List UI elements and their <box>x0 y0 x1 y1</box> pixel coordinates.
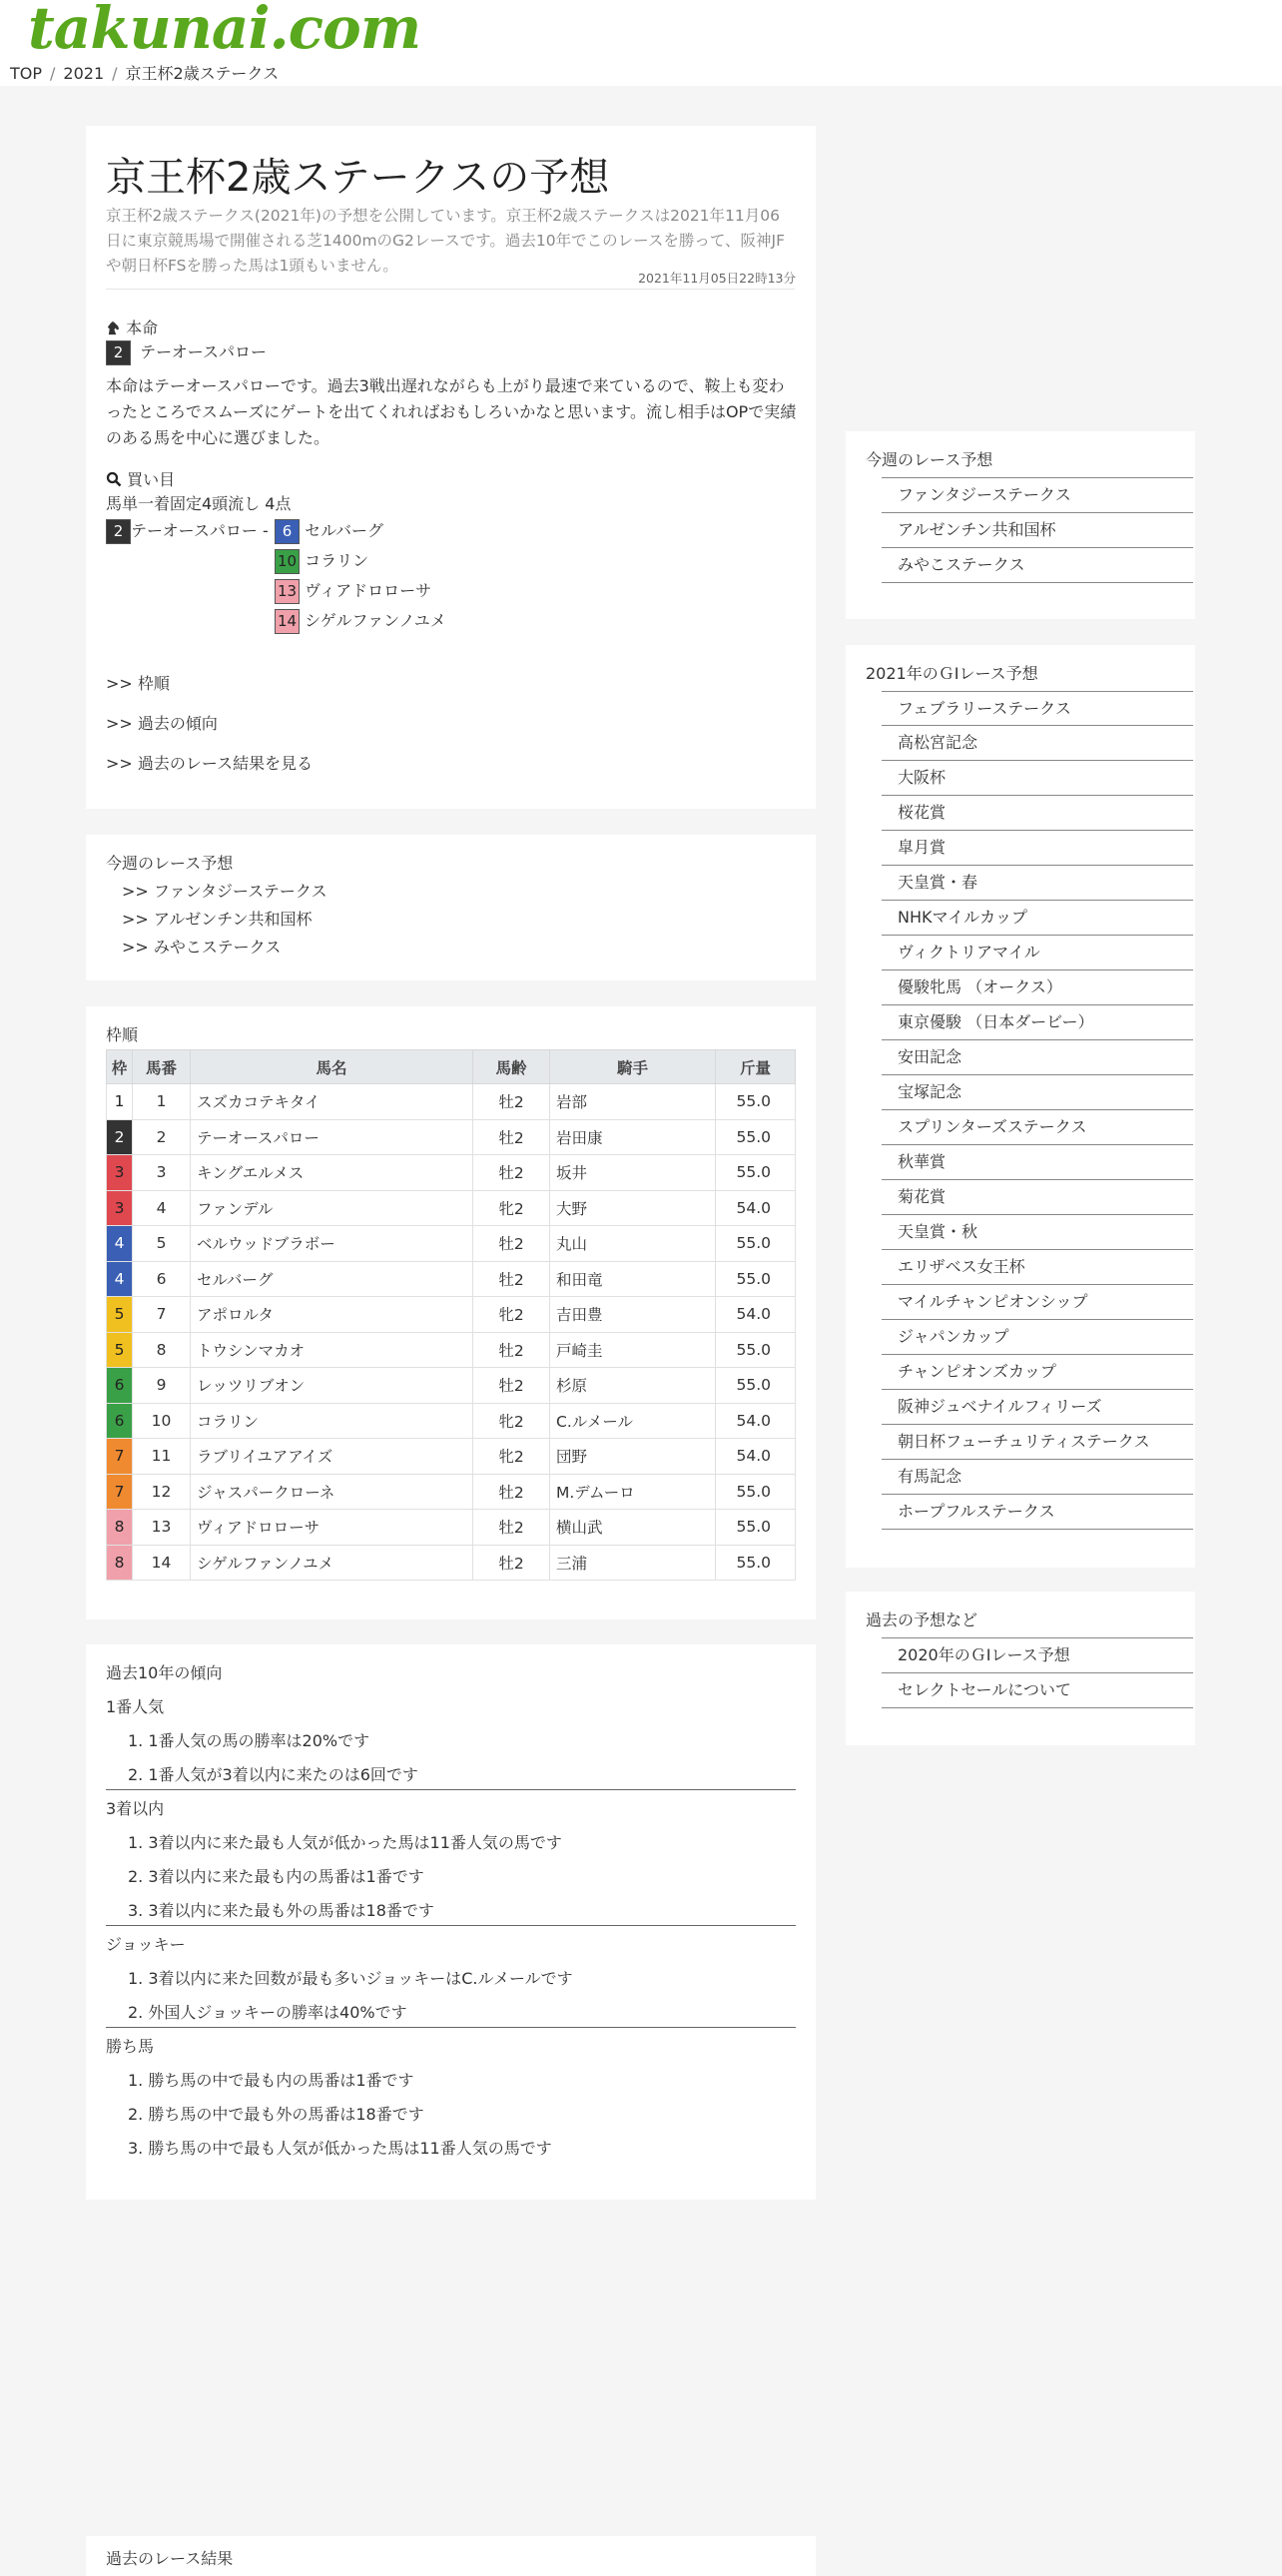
trend-item: 2. 1番人気が3着以内に来たのは6回です <box>128 1765 418 1784</box>
jockey-cell: 杉原 <box>550 1368 716 1404</box>
table-row <box>107 1474 796 1510</box>
number-cell: 8 <box>133 1332 191 1368</box>
bet-main-horse <box>106 518 269 544</box>
honmei-heading <box>106 316 158 338</box>
sidebar-item[interactable]: 天皇賞・春 <box>882 866 1193 901</box>
horse-name-cell: ヴィアドロローサ <box>191 1510 473 1546</box>
number-cell: 10 <box>133 1403 191 1439</box>
horse-name-cell: ラブリイユアアイズ <box>191 1439 473 1475</box>
sidebar-item[interactable]: 秋華賞 <box>882 1145 1193 1180</box>
trend-item: 1. 3着以内に来た最も人気が低かった馬は11番人気の馬です <box>128 1833 562 1852</box>
horse-name-cell: レッツリブオン <box>191 1368 473 1404</box>
week-races-title: 今週のレース予想 <box>106 854 234 873</box>
sidebar-item[interactable]: 安田記念 <box>882 1040 1193 1075</box>
weight-cell: 55.0 <box>716 1119 796 1155</box>
waku-table <box>106 1049 796 1581</box>
divider <box>106 1925 796 1926</box>
trend-item: 3. 3着以内に来た最も外の馬番は18番です <box>128 1901 434 1920</box>
frame-cell: 7 <box>107 1474 133 1510</box>
col-header-frame: 枠 <box>107 1050 133 1084</box>
frame-cell: 8 <box>107 1545 133 1581</box>
horse-number-badge: 13 <box>275 579 300 604</box>
col-header-horse: 馬名 <box>191 1050 473 1084</box>
bet-partner <box>275 548 368 574</box>
weight-cell: 54.0 <box>716 1403 796 1439</box>
number-cell: 6 <box>133 1261 191 1297</box>
frame-cell: 1 <box>107 1084 133 1120</box>
jockey-cell: 戸崎圭 <box>550 1332 716 1368</box>
jockey-cell: 坂井 <box>550 1155 716 1191</box>
site-header <box>0 0 1282 62</box>
jockey-cell: 三浦 <box>550 1545 716 1581</box>
site-logo[interactable]: takunai.com <box>28 0 421 62</box>
sidebar-week-title: 今週のレース予想 <box>866 450 993 469</box>
age-cell: 牝2 <box>473 1297 550 1333</box>
weight-cell: 55.0 <box>716 1510 796 1546</box>
breadcrumb-top[interactable]: TOP <box>10 64 43 83</box>
table-row <box>107 1084 796 1120</box>
jockey-cell: 横山武 <box>550 1510 716 1546</box>
honmei-label: 本命 <box>126 319 159 337</box>
weight-cell: 55.0 <box>716 1155 796 1191</box>
divider <box>106 289 795 290</box>
sidebar-week-races <box>846 431 1195 619</box>
table-row <box>107 1403 796 1439</box>
bet-partner <box>275 608 446 634</box>
frame-cell: 3 <box>107 1155 133 1191</box>
horse-number-badge: 14 <box>275 609 300 634</box>
sidebar-item[interactable]: ホープフルステークス <box>882 1495 1193 1530</box>
number-cell: 9 <box>133 1368 191 1404</box>
trend-category: 1番人気 <box>106 1697 165 1716</box>
horse-name-cell: ベルウッドブラボー <box>191 1226 473 1262</box>
trend-item: 2. 3着以内に来た最も内の馬番は1番です <box>128 1867 424 1886</box>
horse-number-badge: 10 <box>275 549 300 574</box>
week-race-link[interactable]: >> みやこステークス <box>122 938 282 957</box>
age-cell: 牡2 <box>473 1545 550 1581</box>
number-cell: 12 <box>133 1474 191 1510</box>
buy-heading <box>106 467 175 490</box>
jockey-cell: 吉田豊 <box>550 1297 716 1333</box>
waku-table-body <box>107 1084 796 1581</box>
weight-cell: 55.0 <box>716 1474 796 1510</box>
number-cell: 11 <box>133 1439 191 1475</box>
prediction-panel <box>86 126 816 809</box>
breadcrumb-year[interactable]: 2021 <box>63 64 105 83</box>
week-race-link[interactable]: >> ファンタジーステークス <box>122 882 327 901</box>
bet-partner-name: ヴィアドロローサ <box>305 581 432 600</box>
sidebar-item[interactable]: 菊花賞 <box>882 1180 1193 1215</box>
sidebar-item[interactable]: フェブラリーステークス <box>882 691 1193 726</box>
horse-name-cell: テーオースパロー <box>191 1119 473 1155</box>
age-cell: 牡2 <box>473 1474 550 1510</box>
frame-cell: 2 <box>107 1119 133 1155</box>
past-results-title: 過去のレース結果 <box>106 2549 234 2568</box>
number-cell: 1 <box>133 1084 191 1120</box>
post-date: 2021年11月05日22時13分 <box>638 271 796 286</box>
horse-name-cell: キングエルメス <box>191 1155 473 1191</box>
jockey-cell: C.ルメール <box>550 1403 716 1439</box>
trend-item: 1. 勝ち馬の中で最も内の馬番は1番です <box>128 2071 414 2090</box>
sidebar-g1-races <box>846 645 1195 1568</box>
link-past-results[interactable]: >> 過去のレース結果を見る <box>106 754 314 773</box>
age-cell: 牡2 <box>473 1226 550 1262</box>
weight-cell: 54.0 <box>716 1439 796 1475</box>
bet-dash: - <box>262 521 269 540</box>
table-row <box>107 1155 796 1191</box>
sidebar-item[interactable]: スプリンターズステークス <box>882 1110 1193 1145</box>
col-header-age: 馬齢 <box>473 1050 550 1084</box>
honmei-comment: 本命はテーオースパローです。過去3戦出遅れながらも上がり最速で来ているので、鞍上も変わったところでスムーズにゲートを出てくれればおもしろいかなと思います。流し相手はOPで実績のある馬を中心に選びました。 <box>106 376 797 447</box>
horse-name-cell: シゲルファンノユメ <box>191 1545 473 1581</box>
search-icon <box>106 471 122 487</box>
horse-name-cell: ジャスパークローネ <box>191 1474 473 1510</box>
table-row <box>107 1332 796 1368</box>
frame-cell: 7 <box>107 1439 133 1475</box>
week-races-panel <box>86 835 816 980</box>
frame-cell: 5 <box>107 1297 133 1333</box>
sidebar-item[interactable]: ファンタジーステークス <box>882 477 1193 513</box>
jockey-cell: 岩部 <box>550 1084 716 1120</box>
table-header-row <box>107 1050 796 1084</box>
number-cell: 13 <box>133 1510 191 1546</box>
sidebar-past <box>846 1592 1195 1745</box>
sidebar-item[interactable]: 有馬記念 <box>882 1460 1193 1495</box>
frame-cell: 4 <box>107 1261 133 1297</box>
horse-name-cell: コラリン <box>191 1403 473 1439</box>
col-header-jockey: 騎手 <box>550 1050 716 1084</box>
col-header-number: 馬番 <box>133 1050 191 1084</box>
frame-cell: 4 <box>107 1226 133 1262</box>
age-cell: 牡2 <box>473 1510 550 1546</box>
sidebar-item[interactable]: 東京優駿 （日本ダービー） <box>882 1005 1193 1040</box>
jockey-cell: 大野 <box>550 1190 716 1226</box>
horse-name-cell: トウシンマカオ <box>191 1332 473 1368</box>
number-cell: 2 <box>133 1119 191 1155</box>
sidebar-item[interactable]: エリザベス女王杯 <box>882 1250 1193 1285</box>
number-cell: 7 <box>133 1297 191 1333</box>
horse-number-badge: 2 <box>106 340 131 365</box>
sidebar-item[interactable]: セレクトセールについて <box>882 1673 1193 1708</box>
trend-item: 1. 1番人気の馬の勝率は20%です <box>128 1731 370 1750</box>
buy-label: 買い目 <box>127 470 176 489</box>
table-row <box>107 1119 796 1155</box>
link-waku[interactable]: >> 枠順 <box>106 674 170 693</box>
breadcrumb: TOP / 2021 / 京王杯2歳ステークス <box>0 62 1282 86</box>
age-cell: 牡2 <box>473 1119 550 1155</box>
sidebar-item[interactable]: マイルチャンピオンシップ <box>882 1285 1193 1320</box>
waku-title: 枠順 <box>106 1025 139 1044</box>
jockey-cell: 丸山 <box>550 1226 716 1262</box>
bet-partner-name: セルバーグ <box>305 521 383 540</box>
sidebar-item[interactable]: 桜花賞 <box>882 796 1193 831</box>
jockey-cell: 岩田康 <box>550 1119 716 1155</box>
sidebar-item[interactable]: 朝日杯フューチュリティステークス <box>882 1425 1193 1460</box>
col-header-weight: 斤量 <box>716 1050 796 1084</box>
divider <box>106 1789 796 1790</box>
sidebar-past-title: 過去の予想など <box>866 1610 978 1629</box>
jockey-cell: 和田竜 <box>550 1261 716 1297</box>
jockey-cell: 団野 <box>550 1439 716 1475</box>
trend-category: 勝ち馬 <box>106 2037 155 2056</box>
frame-cell: 5 <box>107 1332 133 1368</box>
table-row <box>107 1261 796 1297</box>
page-title: 京王杯2歳ステークスの予想 <box>106 155 610 201</box>
weight-cell: 55.0 <box>716 1084 796 1120</box>
horse-number-badge: 2 <box>106 519 131 544</box>
bet-partner <box>275 518 383 544</box>
age-cell: 牝2 <box>473 1403 550 1439</box>
horse-name-cell: アポロルタ <box>191 1297 473 1333</box>
horse-name-cell: スズカコテキタイ <box>191 1084 473 1120</box>
waku-panel <box>86 1006 816 1619</box>
bet-main-horse-name: テーオースパロー <box>131 521 258 540</box>
age-cell: 牝2 <box>473 1190 550 1226</box>
table-row <box>107 1545 796 1581</box>
sidebar-item[interactable]: 天皇賞・秋 <box>882 1215 1193 1250</box>
weight-cell: 55.0 <box>716 1545 796 1581</box>
trend-item: 2. 勝ち馬の中で最も外の馬番は18番です <box>128 2105 424 2124</box>
number-cell: 4 <box>133 1190 191 1226</box>
sidebar-g1-title: 2021年のＧⅠレース予想 <box>866 664 1038 683</box>
sidebar-item[interactable]: 高松宮記念 <box>882 726 1193 761</box>
bet-partner <box>275 578 431 604</box>
sidebar-item[interactable]: 宝塚記念 <box>882 1075 1193 1110</box>
bet-type: 馬単一着固定4頭流し 4点 <box>106 494 292 513</box>
sidebar-item[interactable]: 皐月賞 <box>882 831 1193 866</box>
horse-number-badge: 6 <box>275 519 300 544</box>
sidebar-item[interactable]: みやこステークス <box>882 548 1193 583</box>
age-cell: 牡2 <box>473 1368 550 1404</box>
sidebar-item[interactable]: ジャパンカップ <box>882 1320 1193 1355</box>
age-cell: 牡2 <box>473 1084 550 1120</box>
weight-cell: 55.0 <box>716 1332 796 1368</box>
sidebar-item[interactable]: アルゼンチン共和国杯 <box>882 513 1193 548</box>
frame-cell: 6 <box>107 1368 133 1404</box>
horse-name-cell: セルバーグ <box>191 1261 473 1297</box>
age-cell: 牝2 <box>473 1439 550 1475</box>
week-race-link[interactable]: >> アルゼンチン共和国杯 <box>122 910 313 929</box>
trend-item: 2. 外国人ジョッキーの勝率は40%です <box>128 2003 407 2022</box>
number-cell: 14 <box>133 1545 191 1581</box>
trend-item: 1. 3着以内に来た回数が最も多いジョッキーはC.ルメールです <box>128 1969 573 1988</box>
table-row <box>107 1510 796 1546</box>
age-cell: 牡2 <box>473 1155 550 1191</box>
trend-category: 3着以内 <box>106 1799 165 1818</box>
sidebar-item[interactable]: 大阪杯 <box>882 761 1193 796</box>
table-row <box>107 1368 796 1404</box>
table-row <box>107 1439 796 1475</box>
weight-cell: 54.0 <box>716 1297 796 1333</box>
trend-category: ジョッキー <box>106 1935 186 1954</box>
sidebar-item[interactable]: 阪神ジュベナイルフィリーズ <box>882 1390 1193 1425</box>
weight-cell: 55.0 <box>716 1226 796 1262</box>
jockey-cell: M.デムーロ <box>550 1474 716 1510</box>
table-row <box>107 1190 796 1226</box>
sidebar-item[interactable]: チャンピオンズカップ <box>882 1355 1193 1390</box>
number-cell: 3 <box>133 1155 191 1191</box>
honmei-horse-name: テーオースパロー <box>140 342 267 361</box>
bet-partner-name: コラリン <box>305 551 369 570</box>
bet-partner-name: シゲルファンノユメ <box>305 611 446 630</box>
horse-name-cell: ファンデル <box>191 1190 473 1226</box>
trend-item: 3. 勝ち馬の中で最も人気が低かった馬は11番人気の馬です <box>128 2139 552 2158</box>
trend-panel <box>86 1644 816 2200</box>
weight-cell: 55.0 <box>716 1261 796 1297</box>
sidebar-item[interactable]: 優駿牝馬 （オークス） <box>882 970 1193 1005</box>
sidebar-item[interactable]: NHKマイルカップ <box>882 901 1193 936</box>
divider <box>106 2027 796 2028</box>
frame-cell: 6 <box>107 1403 133 1439</box>
weight-cell: 54.0 <box>716 1190 796 1226</box>
honmei-horse <box>106 339 267 365</box>
age-cell: 牡2 <box>473 1332 550 1368</box>
weight-cell: 55.0 <box>716 1368 796 1404</box>
number-cell: 5 <box>133 1226 191 1262</box>
breadcrumb-current: 京王杯2歳ステークス <box>125 64 280 83</box>
table-row <box>107 1297 796 1333</box>
link-trend[interactable]: >> 過去の傾向 <box>106 714 218 733</box>
sidebar-item[interactable]: 2020年のＧⅠレース予想 <box>882 1637 1193 1673</box>
past-results-panel <box>86 2536 816 2576</box>
frame-cell: 3 <box>107 1190 133 1226</box>
race-description: 京王杯2歳ステークス(2021年)の予想を公開しています。京王杯2歳ステークスは2021年11月06日に東京競馬場で開催される芝1400mのG2レースです。過去10年でこのレースを勝って、阪神JFや朝日杯FSを勝った馬は1頭もいません。 <box>106 207 786 275</box>
horse-icon <box>106 321 121 335</box>
table-row <box>107 1226 796 1262</box>
sidebar-item[interactable]: ヴィクトリアマイル <box>882 936 1193 970</box>
age-cell: 牡2 <box>473 1261 550 1297</box>
frame-cell: 8 <box>107 1510 133 1546</box>
trend-title: 過去10年の傾向 <box>106 1663 223 1682</box>
